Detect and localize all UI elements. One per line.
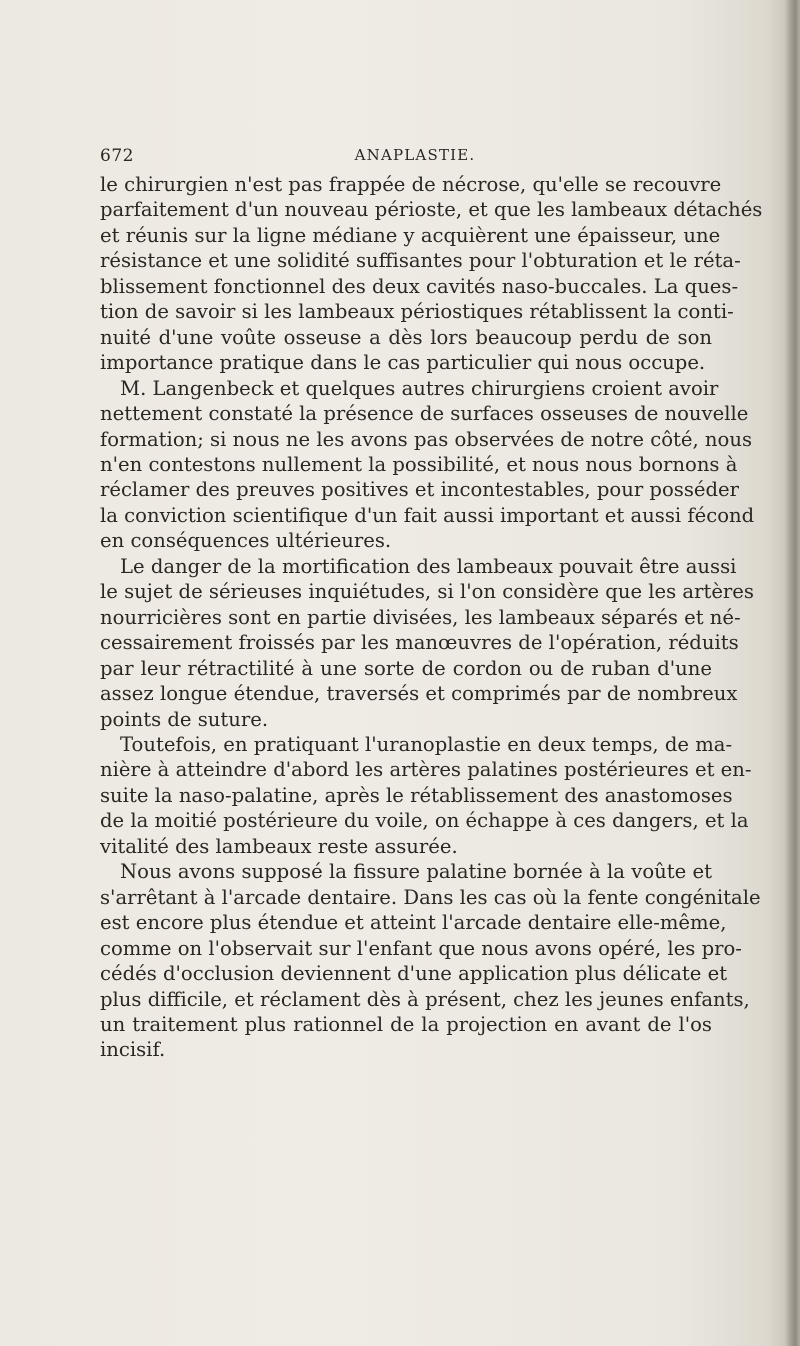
text-line: suite la naso-palatine, après le rétablissement des anastomoses: [100, 783, 733, 807]
text-line: importance pratique dans le cas particulier qui nous occupe.: [100, 351, 706, 375]
body-text: [100, 172, 763, 1063]
text-line: nourricières sont en partie divisées, les lambeaux séparés et né-: [100, 605, 741, 629]
text-line: un traitement plus rationnel de la projection en avant de l'os: [100, 1012, 712, 1036]
text-line: points de suture.: [100, 707, 269, 731]
page-number: 672: [100, 146, 134, 166]
text-line: de la moitié postérieure du voile, on échappe à ces dangers, et la: [100, 809, 749, 833]
paragraph-start: Nous avons supposé la fissure palatine bornée à la voûte et: [120, 860, 712, 884]
text-line: la conviction scientifique d'un fait aussi important et aussi fécond: [100, 503, 755, 527]
text-line: parfaitement d'un nouveau périoste, et que les lambeaux détachés: [100, 198, 763, 222]
text-line: nettement constaté la présence de surfaces osseuses de nouvelle: [100, 402, 749, 426]
text-line: cessairement froissés par les manœuvres de l'opération, réduits: [100, 631, 739, 655]
text-line: réclamer des preuves positives et incontestables, pour posséder: [100, 478, 739, 502]
text-line: assez longue étendue, traversés et comprimés par de nombreux: [100, 682, 738, 706]
text-line: s'arrêtant à l'arcade dentaire. Dans les cas où la fente congénitale: [100, 885, 761, 909]
text-line: formation; si nous ne les avons pas observées de notre côté, nous: [100, 427, 753, 451]
text-line: plus difficile, et réclament dès à présent, chez les jeunes enfants,: [100, 987, 750, 1011]
page-binding-edge: [784, 0, 800, 1346]
text-line: nuité d'une voûte osseuse a dès lors beaucoup perdu de son: [100, 325, 712, 349]
text-line: résistance et une solidité suffisantes pour l'obturation et le réta-: [100, 249, 741, 273]
text-line: incisif.: [100, 1038, 166, 1062]
page-header: [100, 146, 710, 170]
text-line: par leur rétractilité à une sorte de cordon ou de ruban d'une: [100, 656, 712, 680]
paragraph-start: Le danger de la mortification des lambeaux pouvait être aussi: [120, 554, 737, 578]
text-line: le sujet de sérieuses inquiétudes, si l'on considère que les artères: [100, 580, 754, 604]
text-line: est encore plus étendue et atteint l'arcade dentaire elle-même,: [100, 911, 727, 935]
paragraph-start: M. Langenbeck et quelques autres chirurgiens croient avoir: [120, 376, 719, 400]
text-line: cédés d'occlusion deviennent d'une application plus délicate et: [100, 962, 728, 986]
text-line: blissement fonctionnel des deux cavités naso-buccales. La ques-: [100, 274, 739, 298]
text-line: le chirurgien n'est pas frappée de nécrose, qu'elle se recouvre: [100, 173, 722, 196]
text-line: comme on l'observait sur l'enfant que nous avons opéré, les pro-: [100, 936, 742, 960]
text-line: n'en contestons nullement la possibilité, et nous nous bornons à: [100, 452, 738, 476]
paragraph-start: Toutefois, en pratiquant l'uranoplastie en deux temps, de ma-: [120, 732, 733, 756]
text-line: tion de savoir si les lambeaux périostiques rétablissent la conti-: [100, 300, 734, 324]
running-head: ANAPLASTIE.: [354, 146, 476, 164]
text-line: vitalité des lambeaux reste assurée.: [100, 834, 458, 858]
text-line: nière à atteindre d'abord les artères palatines postérieures et en-: [100, 758, 752, 782]
text-line: en conséquences ultérieures.: [100, 529, 392, 553]
text-line: et réunis sur la ligne médiane y acquièrent une épaisseur, une: [100, 223, 721, 247]
